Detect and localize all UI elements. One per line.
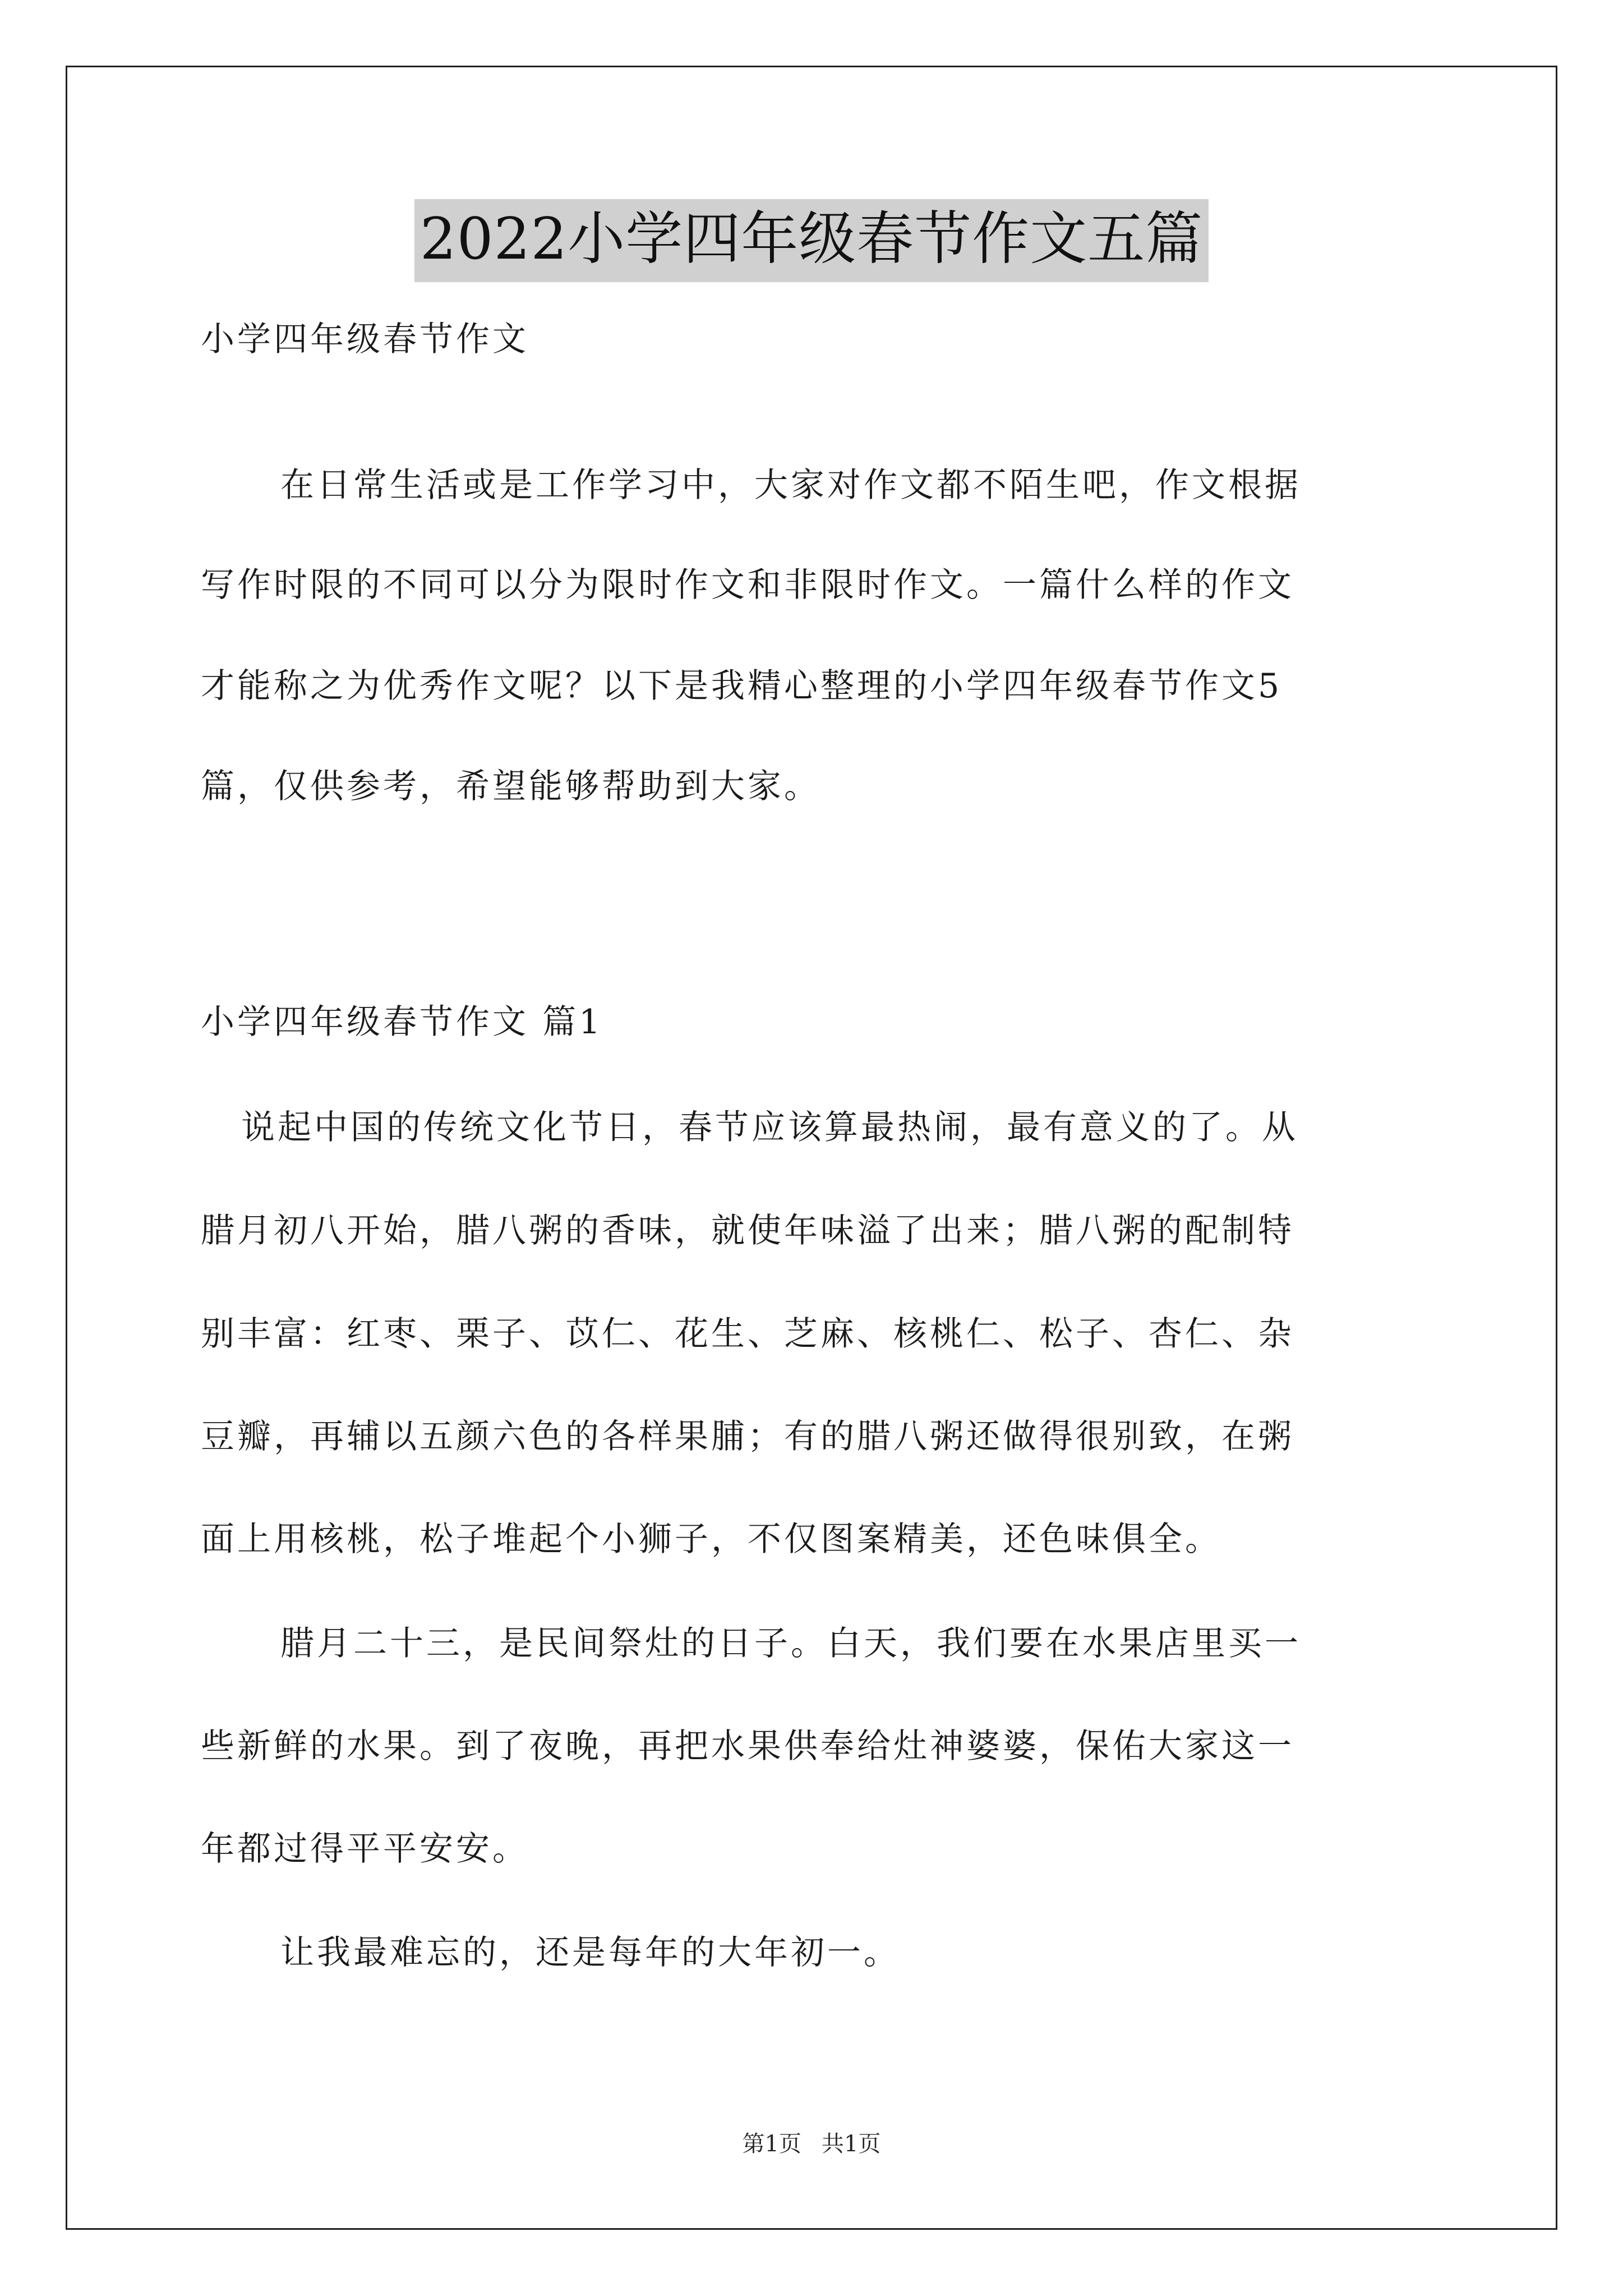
page-footer (0, 2126, 1623, 2158)
paragraph-line: 年都过得平平安安。 (201, 1829, 529, 1869)
paragraph-line: 豆瓣，再辅以五颜六色的各样果脯；有的腊八粥还做得很别致，在粥 (201, 1417, 1294, 1456)
paragraph-line: 面上用核桃，松子堆起个小狮子，不仅图案精美，还色味俱全。 (201, 1520, 1221, 1559)
intro-line: 才能称之为优秀作文呢？以下是我精心整理的小学四年级春节作文5 (201, 666, 1283, 706)
page-total: 共1页 (822, 2131, 881, 2157)
paragraph-line: 腊月二十三，是民间祭灶的日子。白天，我们要在水果店里买一 (280, 1624, 1301, 1663)
intro-line: 篇，仅供参考，希望能够帮助到大家。 (201, 767, 820, 806)
document-title: 2022小学四年级春节作文五篇 (414, 199, 1209, 282)
intro-heading: 小学四年级春节作文 (201, 320, 529, 359)
page-number: 第1页 (742, 2131, 801, 2157)
paragraph-line: 让我最难忘的，还是每年的大年初一。 (280, 1933, 900, 1972)
intro-line: 在日常生活或是工作学习中，大家对作文都不陌生吧，作文根据 (280, 466, 1301, 505)
section-heading: 小学四年级春节作文 篇1 (201, 1002, 603, 1042)
title-block (0, 199, 1623, 282)
intro-line: 写作时限的不同可以分为限时作文和非限时作文。一篇什么样的作文 (201, 565, 1294, 605)
paragraph-line: 些新鲜的水果。到了夜晚，再把水果供奉给灶神婆婆，保佑大家这一 (201, 1727, 1294, 1766)
paragraph-line: 腊月初八开始，腊八粥的香味，就使年味溢了出来；腊八粥的配制特 (201, 1211, 1294, 1250)
paragraph-line: 别丰富：红枣、栗子、苡仁、花生、芝麻、核桃仁、松子、杏仁、杂 (201, 1314, 1294, 1354)
paragraph-line: 说起中国的传统文化节日，春节应该算最热闹，最有意义的了。从 (241, 1108, 1298, 1147)
